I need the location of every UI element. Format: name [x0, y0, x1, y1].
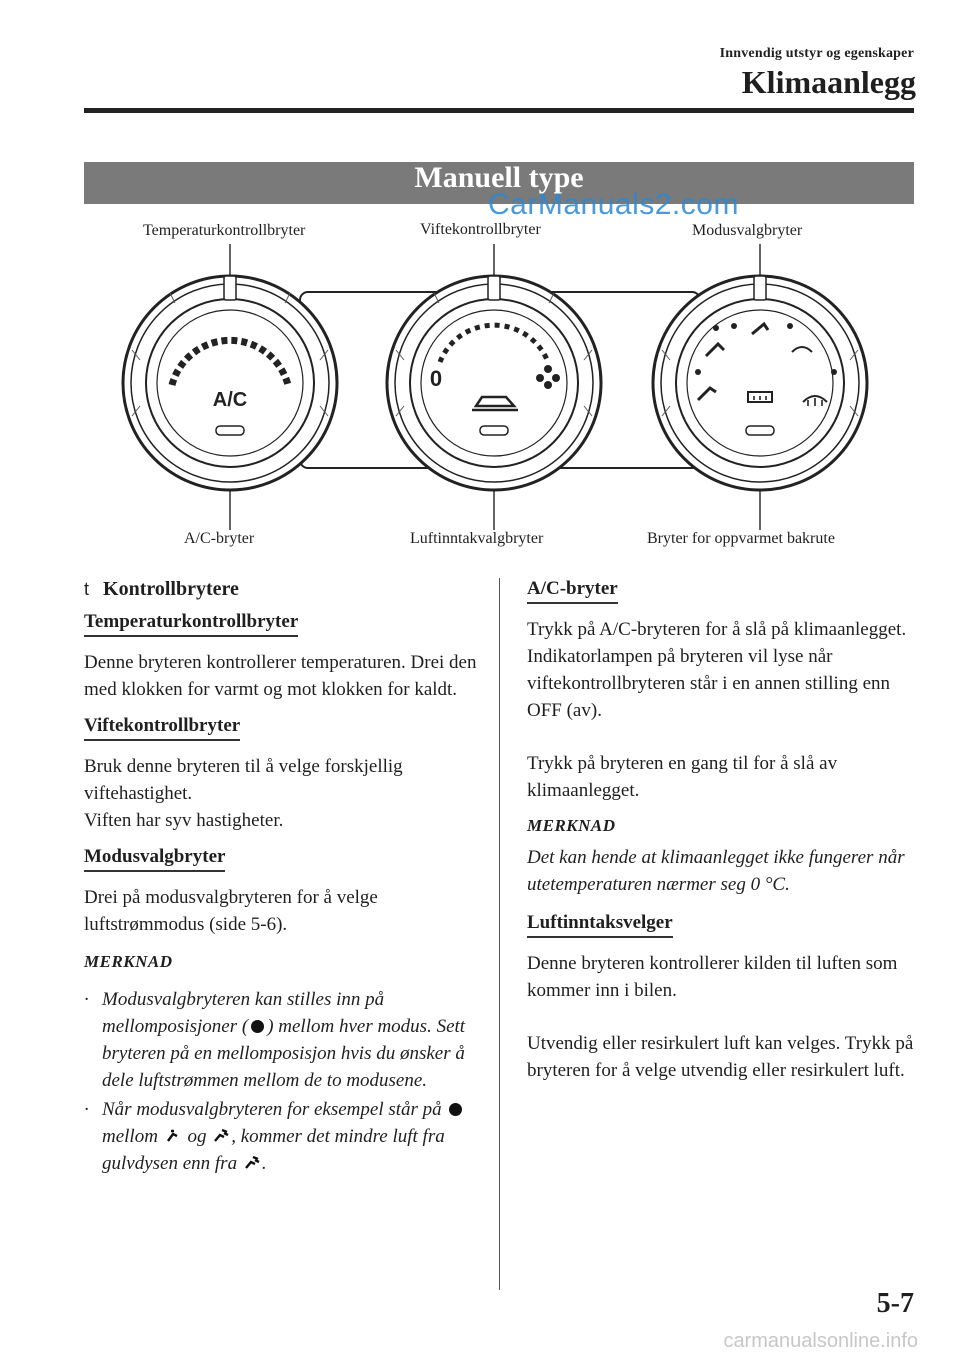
footer-site: carmanualsonline.info: [723, 1330, 918, 1352]
intermediate-dot-icon: [449, 1103, 462, 1116]
label-intake-switch: Luftinntakvalgbryter: [410, 530, 544, 547]
temp-switch-title: Temperaturkontrollbryter: [84, 611, 298, 637]
ac-switch-title: A/C-bryter: [527, 578, 618, 604]
fan-switch-text-1: Bruk denne bryteren til å velge forskjellig viftehastighet.: [84, 756, 403, 804]
ac-button-text: A/C: [212, 389, 248, 411]
temperature-knob: [123, 276, 337, 490]
chapter-title: Innvendig utstyr og egenskaper: [719, 46, 914, 61]
ac-switch-text-1: Trykk på A/C-bryteren for å slå på klimaanlegget. Indikatorlampen på bryteren vil lyse når viftekontrollbryteren står i en annen stilling enn OFF (av).: [527, 619, 907, 721]
face-floor-vent-icon: [213, 1128, 229, 1144]
intake-switch-text-2: Utvendig eller resirkulert luft kan velges. Trykk på bryteren for å velge utvendig eller resirkulert luft.: [527, 1033, 914, 1081]
left-column: [84, 578, 484, 1179]
label-temperature-switch: Temperaturkontrollbryter: [143, 222, 306, 239]
section-title: Klimaanlegg: [741, 64, 916, 100]
face-floor-vent-icon: [244, 1155, 260, 1171]
climate-control-panel-illustration: [84, 222, 914, 558]
fan-switch-text-2: Viften har syv hastigheter.: [84, 810, 284, 831]
floor-vent-icon: [165, 1128, 181, 1144]
intake-switch-text-1: Denne bryteren kontrollerer kilden til luften som kommer inn i bilen.: [527, 953, 898, 1001]
controls-heading: t Kontrollbrytere: [84, 578, 239, 600]
mode-note-title: MERKNAD: [84, 952, 173, 971]
intermediate-dot-icon: [251, 1020, 264, 1033]
mode-switch-text: Drei på modusvalgbryteren for å velge luftstrømmodus (side 5-6).: [84, 887, 378, 935]
fan-switch-title: Viftekontrollbryter: [84, 715, 240, 741]
mode-switch-title: Modusvalgbryter: [84, 846, 225, 872]
fan-knob: [387, 276, 601, 490]
mode-note-item-2: · Når modusvalgbryteren for eksempel står på mellom og , kommer det mindre luft fra gulvdysen enn fra .: [84, 1096, 484, 1177]
fan-off-text: 0: [429, 366, 443, 391]
label-fan-switch: Viftekontrollbryter: [420, 221, 541, 238]
ac-switch-text-2: Trykk på bryteren en gang til for å slå av klimaanlegget.: [527, 753, 838, 801]
header-rule: [84, 108, 914, 113]
mode-note-item-1: · Modusvalgbryteren kan stilles inn på mellomposisjoner ( ) mellom hver modus. Sett bryteren på en mellomposisjon hvis du ønsker å dele luftstrømmen mellom de to modusene.: [84, 989, 466, 1091]
label-ac-switch: A/C-bryter: [184, 530, 255, 547]
mode-knob: [653, 276, 867, 490]
label-rear-defroster-switch: Bryter for oppvarmet bakrute: [647, 530, 835, 547]
right-column: [527, 578, 917, 1090]
ac-note-text: Det kan hende at klimaanlegget ikke fungerer når utetemperaturen nærmer seg 0 °C.: [527, 847, 905, 895]
temp-switch-text: Denne bryteren kontrollerer temperaturen. Drei den med klokken for varmt og mot klokken for kaldt.: [84, 652, 477, 700]
ac-note-title: MERKNAD: [527, 816, 616, 835]
page-number: 5-7: [876, 1288, 914, 1319]
heading-bullet: t: [84, 579, 90, 599]
watermark-text: CarManuals2.com: [488, 188, 739, 221]
label-mode-switch: Modusvalgbryter: [692, 222, 803, 239]
column-divider: [499, 578, 500, 1290]
banner-title: Manuell type: [414, 161, 584, 194]
intake-switch-title: Luftinntaksvelger: [527, 912, 673, 938]
